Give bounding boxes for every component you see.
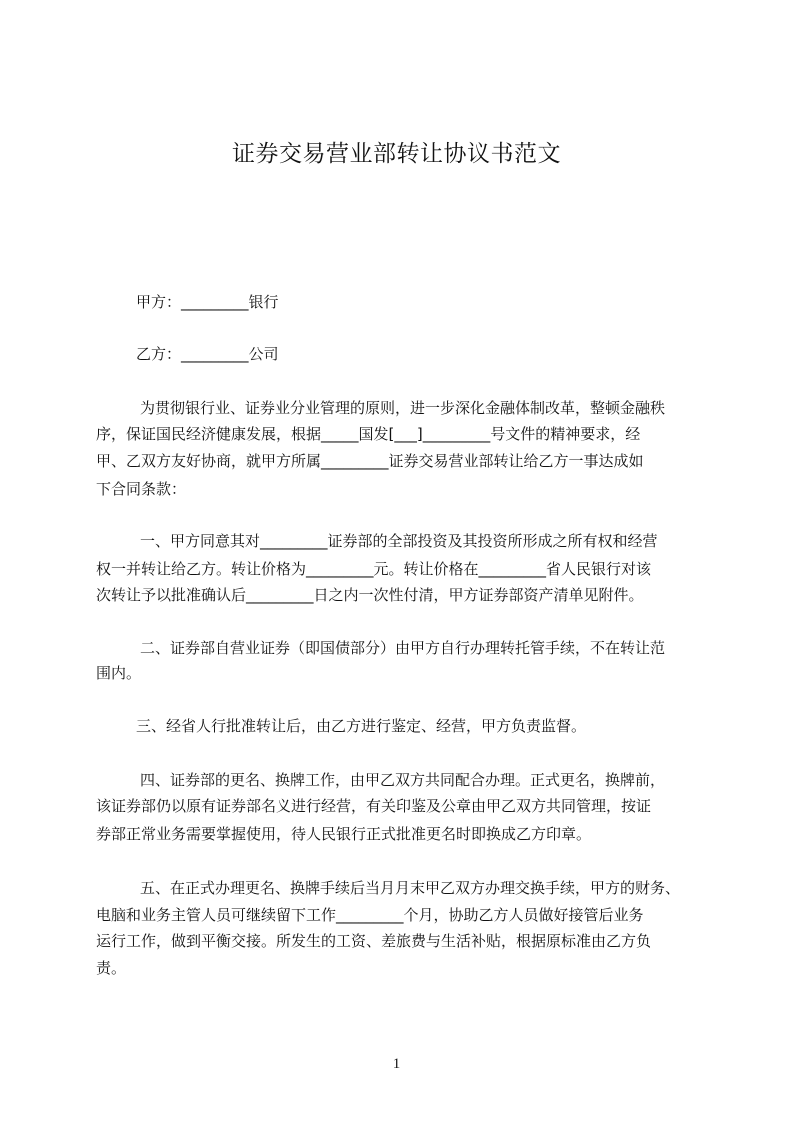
clause-4-line-3: 券部正常业务需要掌握使用，待人民银行正式批准更名时即换成乙方印章。	[96, 825, 592, 843]
clause-4-line-2: 该证券部仍以原有证券部名义进行经营，有关印鉴及公章由甲乙双方共同管理，按证	[96, 797, 652, 815]
document-title: 证券交易营业部转让协议书范文	[232, 141, 561, 167]
clause-5-line-4: 责。	[96, 959, 127, 977]
clause-1-line-1: 一、甲方同意其对_________证券部的全部投资及其投资所形成之所有权和经营	[140, 532, 658, 550]
preamble-line-2: 序，保证国民经济健康发展，根据_____国发[___]_________号文件的精神要求，经	[96, 425, 641, 443]
party-a-line: 甲方：_________银行	[136, 293, 279, 311]
page-number: 1	[392, 1056, 401, 1072]
clause-5-line-2: 电脑和业务主管人员可继续留下工作_________个月，协助乙方人员做好接管后业务	[96, 906, 644, 924]
clause-2-line-2: 围内。	[96, 664, 142, 682]
clause-1-line-2: 权一并转让给乙方。转让价格为_________元。转让价格在_________省人民银行对该	[96, 560, 652, 578]
preamble-line-3: 甲、乙双方友好协商，就甲方所属_________证券交易营业部转让给乙方一事达成如	[96, 452, 644, 470]
clause-5-line-3: 运行工作，做到平衡交接。所发生的工资、差旅费与生活补贴，根据原标准由乙方负	[96, 932, 652, 950]
clause-4-line-1: 四、证券部的更名、换牌工作，由甲乙双方共同配合办理。正式更名，换牌前，	[140, 771, 666, 789]
clause-3-line-1: 三、经省人行批准转让后，由乙方进行鉴定、经营，甲方负责监督。	[136, 717, 587, 735]
preamble-line-1: 为贯彻银行业、证券业分业管理的原则，进一步深化金融体制改革，整顿金融秩	[140, 399, 666, 417]
preamble-line-4: 下合同条款：	[96, 480, 187, 498]
clause-5-line-1: 五、在正式办理更名、换牌手续后当月月末甲乙双方办理交换手续，甲方的财务、	[140, 879, 681, 897]
party-b-line: 乙方：_________公司	[136, 345, 279, 363]
clause-1-line-3: 次转让予以批准确认后_________日之内一次性付清，甲方证券部资产清单见附件。	[96, 586, 644, 604]
clause-2-line-1: 二、证券部自营业证券（即国债部分）由甲方自行办理转托管手续，不在转让范	[140, 639, 666, 657]
